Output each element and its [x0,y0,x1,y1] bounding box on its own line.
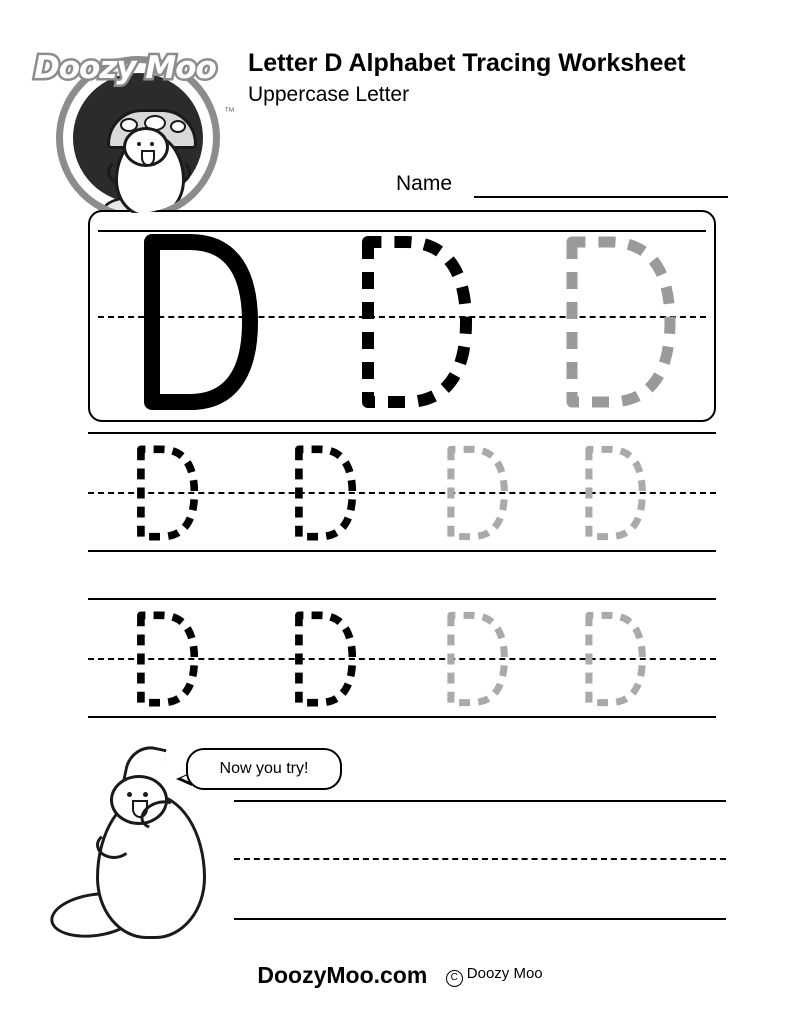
row1-bottom-rule [88,550,716,552]
page-title: Letter D Alphabet Tracing Worksheet [248,49,686,77]
practice-row-1 [88,432,716,552]
speech-bubble [186,748,342,790]
logo-wordmark: Doozy Moo [34,50,216,86]
free-line-middle-dashed[interactable] [234,858,726,860]
row2-top-rule [88,598,716,600]
letter-d-dashed-black [126,445,206,541]
copyright-icon: C [446,970,463,987]
free-practice-lines [234,800,726,924]
footer-site-name[interactable]: DoozyMoo.com [257,962,428,988]
logo [28,28,235,188]
letter-d-dashed-gray [558,234,678,410]
free-line-bottom[interactable] [234,918,726,920]
title-block [248,48,768,107]
big-box-top-rule [98,230,706,232]
practice-row-2 [88,598,716,718]
mascot-face-icon [123,127,169,167]
letter-d-dashed-gray [436,611,516,707]
letter-d-dashed-gray [436,445,516,541]
letter-d-solid [138,234,258,410]
row2-bottom-rule [88,716,716,718]
name-field-row [396,172,736,200]
footer-copyright-text: Doozy Moo [466,964,543,982]
letter-d-dashed-gray [574,611,654,707]
row1-top-rule [88,432,716,434]
letter-d-dashed-black [126,611,206,707]
footer [0,962,800,989]
letter-d-dashed-black [284,611,364,707]
big-letter-box [88,210,716,422]
logo-trademark: ™ [224,106,235,118]
name-label: Name [396,172,453,195]
free-line-top[interactable] [234,800,726,802]
speech-bubble-text: Now you try! [219,760,309,777]
letter-d-dashed-black [354,234,474,410]
page-subtitle: Uppercase Letter [248,83,410,107]
name-input-line[interactable] [474,196,728,198]
letter-d-dashed-black [284,445,364,541]
footer-copyright [446,965,543,987]
letter-d-dashed-gray [574,445,654,541]
